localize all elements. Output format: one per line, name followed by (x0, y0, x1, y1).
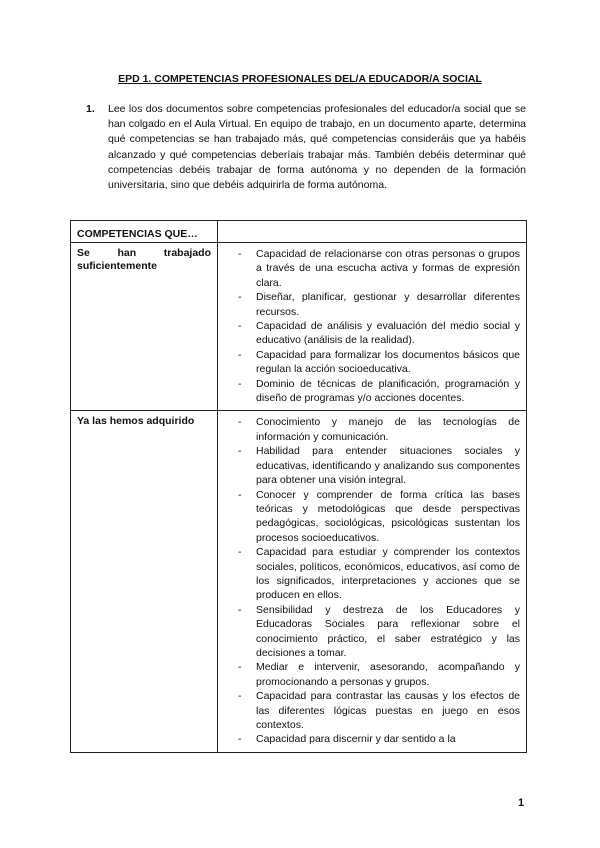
table-row (71, 243, 527, 411)
row-label-cell (71, 243, 218, 411)
list-item: - Capacidad para formalizar los documentos básicos que regulan la acción socioeducativa. (238, 348, 520, 377)
table-header-label-cell (71, 221, 218, 243)
table-header-label: COMPETENCIAS QUE… (77, 228, 198, 240)
page-number: 1 (518, 797, 525, 809)
document-title: EPD 1. COMPETENCIAS PROFESIONALES DEL/A EDUCADOR/A SOCIAL (118, 73, 482, 85)
list-item: - Diseñar, planificar, gestionar y desarrollar diferentes recursos. (238, 290, 520, 319)
table-header-value-cell (218, 221, 527, 243)
list-item: - Conocer y comprender de forma crítica las bases teóricas y metodológicas que desde perspectivas pedagógicas, sociológicas, psicológicas sustentan los procesos socioeducativos. (238, 488, 520, 546)
list-item: - Capacidad de análisis y evaluación del medio social y educativo (análisis de la realidad). (238, 319, 520, 348)
list-item: - Capacidad para contrastar las causas y los efectos de las diferentes lógicas puestas en juego en esos contextos. (238, 689, 520, 732)
list-item: - Conocimiento y manejo de las tecnologías de información y comunicación. (238, 415, 520, 444)
list-item: - Capacidad para estudiar y comprender los contextos sociales, políticos, económicos, educativos, así como de los significados, interpretaciones y acciones que se producen en ellos. (238, 545, 520, 603)
row-items-cell (218, 243, 527, 411)
table-row (71, 411, 527, 752)
list-item: - Habilidad para entender situaciones sociales y educativas, identificando y analizando sus componentes para obtener una visión integral. (238, 444, 520, 487)
row-label-worked-enough: Se han trabajado suficientemente (77, 247, 211, 273)
list-item: - Mediar e intervenir, asesorando, acompañando y promocionando a personas y grupos. (238, 660, 520, 689)
list-item: - Capacidad de relacionarse con otras personas o grupos a través de una escucha activa y formas de expresión clara. (238, 247, 520, 290)
row-items-cell (218, 411, 527, 752)
list-item: - Sensibilidad y destreza de los Educadores y Educadoras Sociales para reflexionar sobre el conocimiento práctico, el saber estratégico y las decisiones a tomar. (238, 603, 520, 661)
competency-list (218, 411, 526, 751)
list-item: - Capacidad para discernir y dar sentido a la (238, 732, 520, 746)
competencies-table (70, 220, 527, 753)
question-text: Lee los dos documentos sobre competencias profesionales del educador/a social que se han colgado en el Aula Virtual. En equipo de trabajo, en un documento aparte, determina qué competencias se han trabajado más, qué competencias consideráis que ya habéis alcanzado y qué competencias deberíais trabajar más. También debéis determinar qué competencias debéis trabajar de forma autónoma y no dependen de la formación universitaria, sino que debéis adquirirla de forma autónoma. (108, 103, 526, 192)
table-header-row (71, 221, 527, 243)
competency-list (218, 243, 526, 410)
row-label-cell (71, 411, 218, 752)
row-label-already-acquired: Ya las hemos adquirido (77, 415, 195, 428)
question-block (86, 102, 526, 193)
list-item: - Dominio de técnicas de planificación, programación y diseño de programas y/o acciones docentes. (238, 377, 520, 406)
question-number: 1. (86, 103, 95, 115)
